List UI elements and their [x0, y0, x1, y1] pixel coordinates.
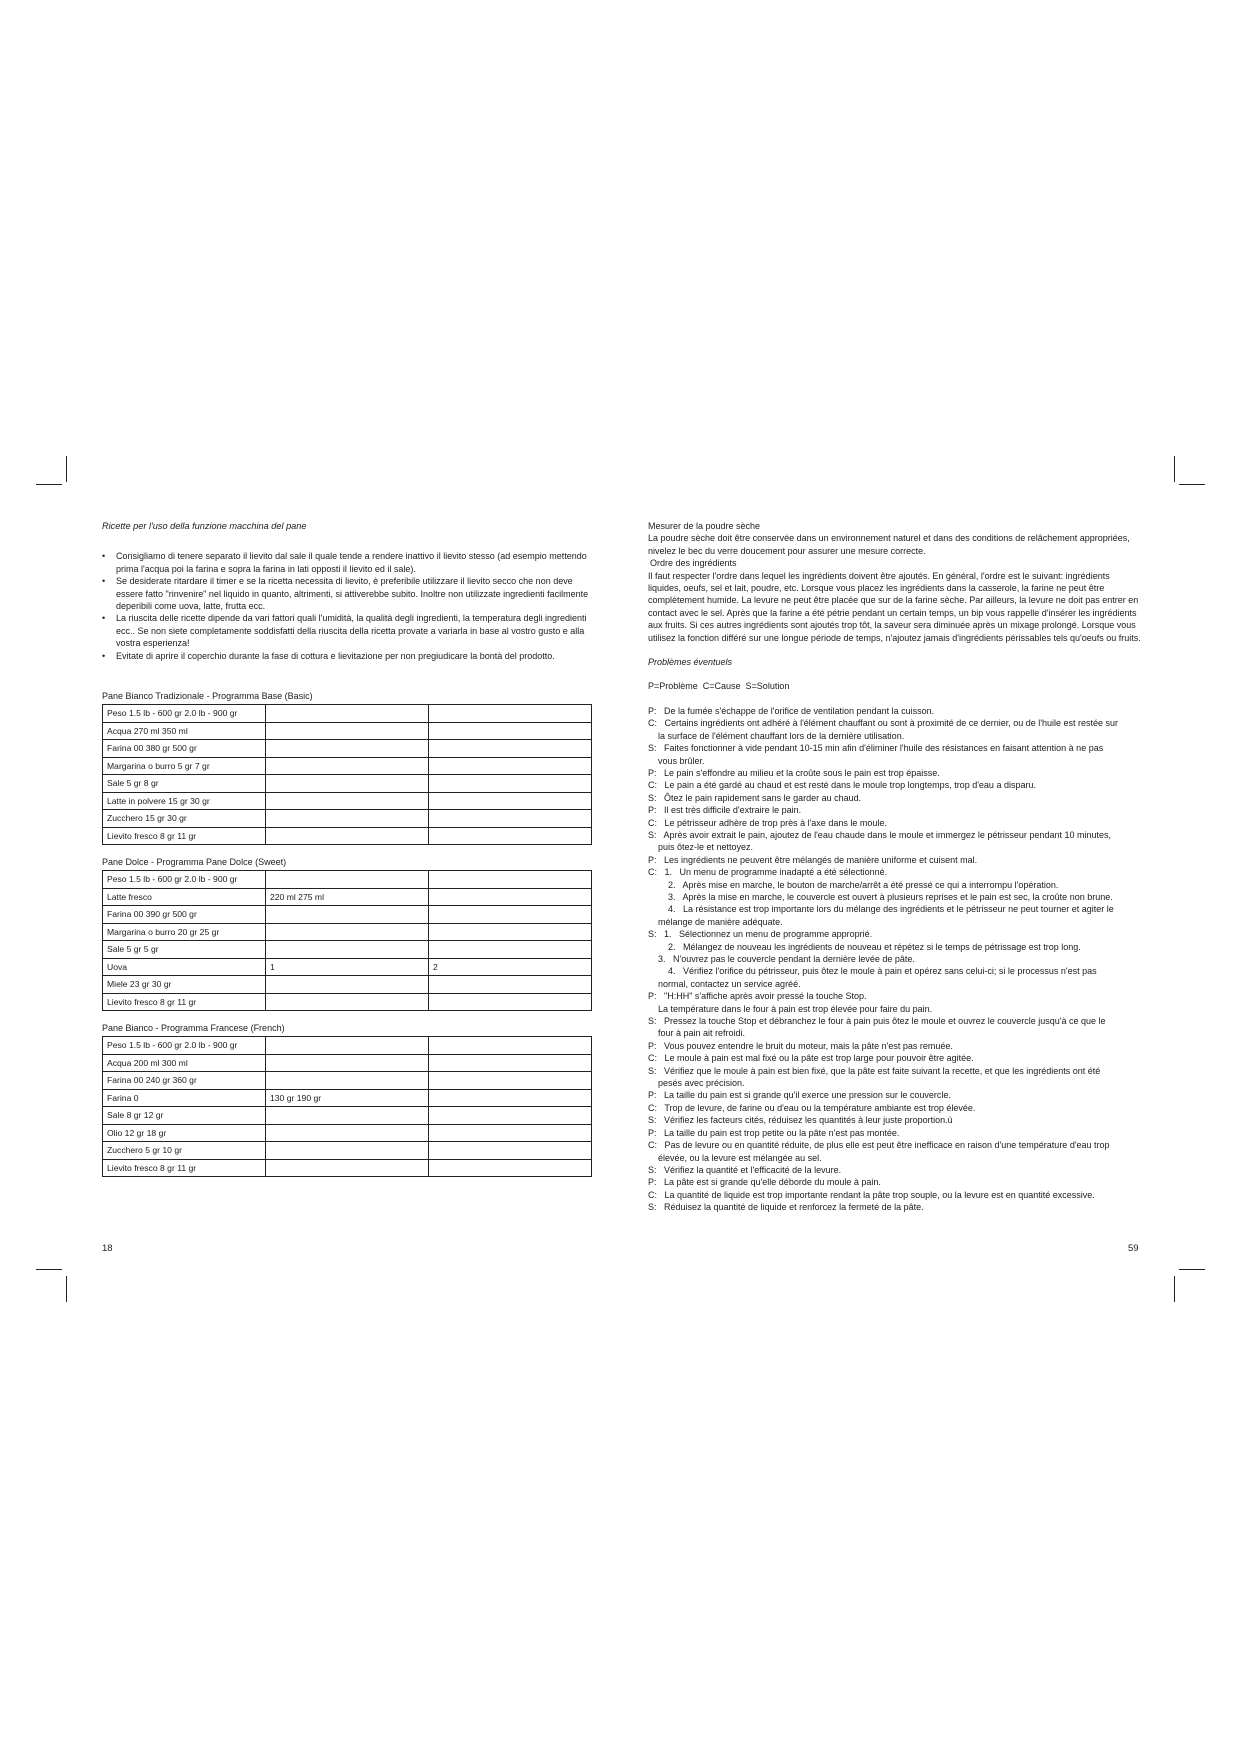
troubleshooting-line: C: La quantité de liquide est trop importante rendant la pâte trop souple, ou la levure est en quantité excessive. [648, 1189, 1095, 1200]
order-heading: Ordre des ingrédients [650, 558, 737, 569]
table-cell: Latte in polvere 15 gr 30 gr [103, 792, 266, 810]
table-cell: 130 gr 190 gr [266, 1089, 429, 1107]
crop-mark [1174, 1276, 1175, 1302]
table-row [103, 1107, 592, 1125]
troubleshooting-line: 4. Vérifiez l'orifice du pétrisseur, puis ôtez le moule à pain et opérez sans celui-ci; si le processus n'est pas [668, 966, 1097, 977]
troubleshooting-line: P: De la fumée s'échappe de l'orifice de ventilation pendant la cuisson. [648, 705, 935, 716]
table-row [103, 1159, 592, 1177]
crop-mark [1179, 484, 1205, 485]
table-cell [429, 810, 592, 828]
recipe-table [102, 1036, 592, 1177]
troubleshooting-line: vous brûler. [658, 755, 705, 766]
table-cell: Sale 8 gr 12 gr [103, 1107, 266, 1125]
table-cell [429, 1037, 592, 1055]
troubleshooting-line: S: Vérifiez que le moule à pain est bien fixé, que la pâte est faite suivant la recette, et que les ingrédients ont été [648, 1065, 1101, 1076]
table-cell [429, 1159, 592, 1177]
troubleshooting-line: P: Le pain s'effondre au milieu et la croûte sous le pain est trop épaisse. [648, 767, 940, 778]
table-cell [266, 792, 429, 810]
table-cell [266, 705, 429, 723]
table-cell [429, 722, 592, 740]
table-cell [266, 993, 429, 1011]
table-cell [266, 810, 429, 828]
troubleshooting-line: C: 1. Un menu de programme inadapté a été sélectionné. [648, 867, 888, 878]
recipe-table-caption: Pane Bianco Tradizionale - Programma Base (Basic) [102, 691, 313, 702]
troubleshooting-line: S: Faites fonctionner à vide pendant 10-15 min afin d'éliminer l'huile des résistances en faisant attention à ne pas [648, 743, 1104, 754]
table-cell [266, 740, 429, 758]
table-row [103, 993, 592, 1011]
table-cell [266, 871, 429, 889]
troubleshooting-line: P: Il est très difficile d'extraire le pain. [648, 805, 802, 816]
table-row [103, 888, 592, 906]
table-cell [429, 775, 592, 793]
table-cell: Acqua 200 ml 300 ml [103, 1054, 266, 1072]
table-row [103, 1124, 592, 1142]
order-text: Il faut respecter l'ordre dans lequel les ingrédients doivent être ajoutés. En général, l'ordre est le suivant: ingrédients liquides, oeufs, sel et lait, poudre, etc. Lorsque vous placez les ingrédients dans la casserole, la farine ne peut être complètement humide. La levure ne peut être placée que sur de la farine sèche. Par ailleurs, la levure ne doit pas entrer en contact avec le sel. Après que la farine a été pétrie pendant un certain temps, un bip vous rappelle d'insérer les ingrédients aux fruits. Si ces autres ingrédients sont ajoutés trop tôt, la saveur sera diminuée après un mixage prolongé. Lorsque vous utilisez la fonction différé sur une longue période de temps, n'ajoutez jamais d'ingrédients périssables tels qu'oeufs ou fruits. [648, 570, 1141, 643]
troubleshooting-line: la surface de l'élément chauffant lors de la dernière utilisation. [658, 730, 905, 741]
table-cell [266, 1124, 429, 1142]
left-page [102, 520, 592, 1188]
recipe-table-caption: Pane Bianco - Programma Francese (French) [102, 1023, 285, 1034]
troubleshooting-line: P: La taille du pain est si grande qu'il exerce une pression sur le couvercle. [648, 1090, 951, 1101]
troubleshooting-line: S: Réduisez la quantité de liquide et renforcez la fermeté de la pâte. [648, 1202, 924, 1213]
crop-mark [36, 484, 62, 485]
table-cell: Peso 1.5 lb - 600 gr 2.0 lb - 900 gr [103, 705, 266, 723]
tips-list [102, 550, 592, 662]
table-cell [429, 1054, 592, 1072]
table-cell: Farina 00 240 gr 360 gr [103, 1072, 266, 1090]
table-cell: Miele 23 gr 30 gr [103, 976, 266, 994]
troubleshooting-line: S: Vérifiez les facteurs cités, réduisez les quantités à leur juste proportion.ù [648, 1115, 953, 1126]
page-number-right: 59 [1128, 1243, 1139, 1254]
recipe-table [102, 704, 592, 845]
troubleshooting-line: P: La pâte est si grande qu'elle déborde du moule à pain. [648, 1177, 881, 1188]
table-row [103, 827, 592, 845]
troubleshooting-line: S: Vérifiez la quantité et l'efficacité de la levure. [648, 1164, 842, 1175]
table-cell [429, 906, 592, 924]
troubleshooting-line: S: 1. Sélectionnez un menu de programme approprié. [648, 929, 873, 940]
troubleshooting-line: C: Pas de levure ou en quantité réduite, de plus elle est peut être inefficace en raison d'une température d'eau trop [648, 1140, 1110, 1151]
table-row [103, 722, 592, 740]
crop-mark [1174, 456, 1175, 482]
table-cell [429, 1124, 592, 1142]
table-cell: Farina 00 380 gr 500 gr [103, 740, 266, 758]
troubleshooting-line: four à pain ait refroidi. [658, 1028, 746, 1039]
table-cell [266, 1107, 429, 1125]
table-cell [429, 1072, 592, 1090]
table-row [103, 976, 592, 994]
table-row [103, 1037, 592, 1055]
recipe-tables [102, 690, 592, 1177]
table-cell [429, 1107, 592, 1125]
troubleshooting-line: élevée, ou la levure est mélangée au sel. [658, 1152, 822, 1163]
table-cell [266, 722, 429, 740]
table-cell: Peso 1.5 lb - 600 gr 2.0 lb - 900 gr [103, 1037, 266, 1055]
table-cell [266, 1037, 429, 1055]
table-cell [266, 757, 429, 775]
troubleshooting-line: mélange de manière adéquate. [658, 916, 783, 927]
table-cell [429, 740, 592, 758]
troubleshooting-line: 4. La résistance est trop importante lors du mélange des ingrédients et le pétrisseur ne peut tourner et agiter le [668, 904, 1114, 915]
legend-line: P=Problème C=Cause S=Solution [648, 681, 790, 692]
troubleshooting-line: C: Certains ingrédients ont adhéré à l'élément chauffant ou sont à proximité de ce dernier, ou de l'huile est restée sur [648, 718, 1119, 729]
table-cell: Margarina o burro 20 gr 25 gr [103, 923, 266, 941]
table-row [103, 958, 592, 976]
troubleshooting-line: 3. N'ouvrez pas le couvercle pendant la dernière levée de pâte. [658, 954, 915, 964]
table-cell: Zucchero 15 gr 30 gr [103, 810, 266, 828]
measure-text: La poudre sèche doit être conservée dans un environnement naturel et dans des conditions de relâchement appropriées, nivelez le bec du verre doucement pour assurer une mesure correcte. [648, 533, 1130, 556]
troubleshooting-line: 3. Après la mise en marche, le couvercle est ouvert à plusieurs reprises et le pain est sec, la croûte non brune. [668, 891, 1113, 902]
troubleshooting-line: P: La taille du pain est trop petite ou la pâte n'est pas montée. [648, 1127, 900, 1138]
table-cell [429, 1089, 592, 1107]
table-row [103, 740, 592, 758]
crop-mark [1179, 1269, 1205, 1270]
troubleshooting-line: P: "H:HH" s'affiche après avoir pressé la touche Stop. [648, 991, 867, 1002]
table-cell [266, 923, 429, 941]
table-row [103, 1072, 592, 1090]
troubleshooting-line: 2. Mélangez de nouveau les ingrédients de nouveau et répétez si le temps de pétrissage est trop long. [668, 941, 1081, 952]
table-cell [266, 775, 429, 793]
page-number-left: 18 [102, 1243, 113, 1254]
table-row [103, 1054, 592, 1072]
troubleshooting-line: C: Le moule à pain est mal fixé ou la pâte est trop large pour pouvoir être agitée. [648, 1053, 974, 1064]
problems-heading: Problèmes éventuels [648, 657, 733, 668]
right-page [648, 520, 1143, 1214]
table-cell [429, 871, 592, 889]
table-row [103, 923, 592, 941]
table-cell: Lievito fresco 8 gr 11 gr [103, 1159, 266, 1177]
table-row [103, 906, 592, 924]
table-cell [266, 827, 429, 845]
table-cell: Margarina o burro 5 gr 7 gr [103, 757, 266, 775]
table-cell: Uova [103, 958, 266, 976]
troubleshooting-line: C: Le pétrisseur adhère de trop près à l'axe dans le moule. [648, 817, 887, 828]
table-cell: 220 ml 275 ml [266, 888, 429, 906]
troubleshooting-line: La température dans le four à pain est trop élevée pour faire du pain. [658, 1003, 933, 1014]
table-cell [266, 1072, 429, 1090]
table-cell: Lievito fresco 8 gr 11 gr [103, 993, 266, 1011]
table-cell [429, 827, 592, 845]
tip-item: • Se desiderate ritardare il timer e se la ricetta necessita di lievito, è preferibile utilizzare il lievito secco che non deve essere fatto "rinvenire" nel liquido in quanto, altrimenti, si attiverebbe subito. Inoltre non utilizzate ingredienti facilmente deperibili come uova, latte, frutta ecc. [102, 575, 592, 612]
table-cell: Zucchero 5 gr 10 gr [103, 1142, 266, 1160]
tip-item: • La riuscita delle ricette dipende da vari fattori quali l'umidità, la qualità degli ingredienti, la temperatura degli ingredienti ecc.. Se non siete completamente soddisfatti della riuscita della ricetta provate a variarla in base al vostro gusto e alla vostra esperienza! [102, 612, 592, 649]
table-cell: 1 [266, 958, 429, 976]
table-cell [266, 1159, 429, 1177]
troubleshooting-line: S: Ôtez le pain rapidement sans le garder au chaud. [648, 792, 862, 803]
table-cell [429, 923, 592, 941]
table-cell: Latte fresco [103, 888, 266, 906]
table-cell: Sale 5 gr 8 gr [103, 775, 266, 793]
table-row [103, 1089, 592, 1107]
troubleshooting-line: S: Après avoir extrait le pain, ajoutez de l'eau chaude dans le moule et immergez le pétrisseur pendant 10 minutes, [648, 829, 1111, 840]
troubleshooting-line: normal, contactez un service agréé. [658, 978, 801, 989]
table-cell [429, 941, 592, 959]
table-row [103, 1142, 592, 1160]
troubleshooting-line: P: Les ingrédients ne peuvent être mélangés de manière uniforme et cuisent mal. [648, 854, 978, 865]
tip-item: • Evitate di aprire il coperchio durante la fase di cottura e lievitazione per non pregiudicare la bontà del prodotto. [102, 650, 592, 662]
table-cell [266, 1054, 429, 1072]
recipe-table [102, 870, 592, 1011]
table-cell [429, 705, 592, 723]
crop-mark [66, 456, 67, 482]
table-cell [429, 976, 592, 994]
recipes-heading: Ricette per l'uso della funzione macchina del pane [102, 521, 307, 531]
table-cell [266, 941, 429, 959]
table-row [103, 810, 592, 828]
table-cell: Sale 5 gr 5 gr [103, 941, 266, 959]
troubleshooting-line: 2. Après mise en marche, le bouton de marche/arrêt a été pressé ce qui a interrompu l'opération. [668, 879, 1059, 890]
table-row [103, 941, 592, 959]
troubleshooting-line: C: Le pain a été gardé au chaud et est resté dans le moule trop longtemps, trop d'eau a disparu. [648, 780, 1036, 791]
table-row [103, 775, 592, 793]
table-cell: Farina 00 390 gr 500 gr [103, 906, 266, 924]
table-cell: Lievito fresco 8 gr 11 gr [103, 827, 266, 845]
table-cell: Peso 1.5 lb - 600 gr 2.0 lb - 900 gr [103, 871, 266, 889]
table-row [103, 871, 592, 889]
tip-item: • Consigliamo di tenere separato il lievito dal sale il quale tende a rendere inattivo il lievito stesso (ad esempio mettendo prima l'acqua poi la farina e sopra la farina in lati opposti il lievito ed il sale). [102, 550, 592, 575]
troubleshooting-line: P: Vous pouvez entendre le bruit du moteur, mais la pâte n'est pas remuée. [648, 1040, 953, 1051]
crop-mark [66, 1276, 67, 1302]
table-cell: Acqua 270 ml 350 ml [103, 722, 266, 740]
table-cell [429, 757, 592, 775]
table-row [103, 792, 592, 810]
table-cell: 2 [429, 958, 592, 976]
crop-mark [36, 1269, 62, 1270]
table-cell [429, 993, 592, 1011]
table-row [103, 705, 592, 723]
table-cell [266, 906, 429, 924]
table-cell [266, 1142, 429, 1160]
table-cell: Olio 12 gr 18 gr [103, 1124, 266, 1142]
troubleshooting-line: puis ôtez-le et nettoyez. [658, 842, 754, 853]
troubleshooting-line: S: Pressez la touche Stop et débranchez le four à pain puis ôtez le moule et ouvrez le couvercle jusqu'à ce que le [648, 1016, 1106, 1027]
recipe-table-caption: Pane Dolce - Programma Pane Dolce (Sweet) [102, 857, 287, 868]
troubleshooting-list [648, 705, 1143, 1214]
table-cell [429, 888, 592, 906]
troubleshooting-line: pesés avec précision. [658, 1078, 745, 1089]
table-cell [266, 976, 429, 994]
measure-heading: Mesurer de la poudre sèche [648, 521, 761, 531]
table-row [103, 757, 592, 775]
table-cell [429, 792, 592, 810]
table-cell [429, 1142, 592, 1160]
table-cell: Farina 0 [103, 1089, 266, 1107]
troubleshooting-line: C: Trop de levure, de farine ou d'eau ou la température ambiante est trop élevée. [648, 1102, 976, 1113]
